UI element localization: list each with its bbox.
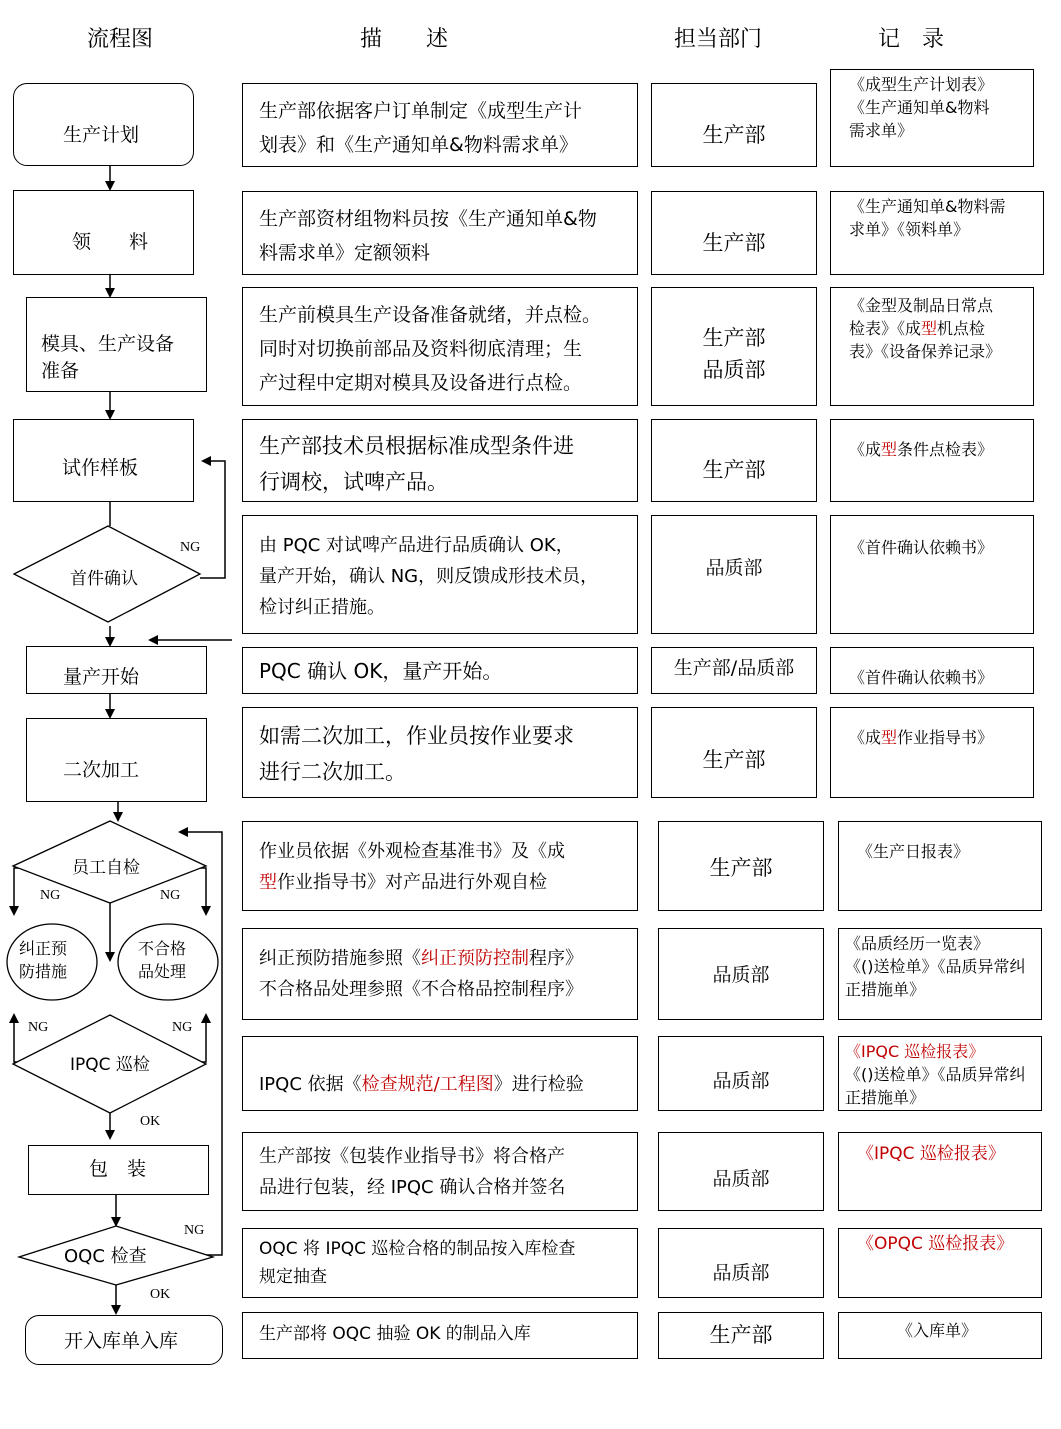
record-row-self-check (838, 821, 1042, 911)
dept-row-material (651, 191, 817, 275)
record-row-material (830, 191, 1044, 275)
material-label: 领 料 (72, 231, 149, 253)
record-line: 《成型条件点检表》 (849, 440, 994, 459)
highlight-text: 型 (881, 728, 898, 747)
desc-line: 生产部依据客户订单制定《成型生产计 (259, 100, 583, 122)
desc-line: 不合格品处理参照《不合格品控制程序》 (259, 979, 583, 1000)
highlight-text: 型 (259, 872, 277, 893)
record-line: 正措施单》 (845, 980, 926, 999)
desc-line: PQC 确认 OK，量产开始。 (259, 659, 503, 683)
record-line: 《入库单》 (897, 1321, 978, 1340)
desc-row-trial (242, 419, 638, 502)
desc-row-oqc (242, 1228, 638, 1298)
record-line: 《生产日报表》 (857, 842, 970, 861)
highlight-text: 纠正预防控制 (421, 948, 529, 969)
nonconforming-label-line2: 品处理 (138, 962, 187, 981)
desc-line: 如需二次加工，作业员按作业要求 (259, 724, 574, 748)
desc-line: 生产部将 OQC 抽验 OK 的制品入库 (259, 1324, 531, 1344)
dept-row-prep (651, 287, 817, 406)
node-secondary-processing (26, 718, 207, 802)
ng-label-ipqc-left: NG (28, 1020, 49, 1035)
first-check-label: 首件确认 (70, 569, 138, 589)
node-production-plan (13, 83, 194, 166)
loop-ng-first-check (200, 461, 225, 578)
desc-row-ipqc (242, 1036, 638, 1111)
record-row-oqc (838, 1228, 1042, 1298)
record-line: 《生产通知单&物料 (849, 98, 990, 117)
desc-line: 型作业指导书》对产品进行外观自检 (259, 872, 547, 893)
record-row-mass (830, 647, 1034, 694)
desc-row-stock-in (242, 1312, 638, 1359)
desc-row-secondary (242, 707, 638, 798)
ng-label-selfcheck-right: NG (160, 888, 181, 903)
dept-label: 生产部 (702, 123, 766, 147)
header-department: 担当部门 (674, 27, 763, 52)
production-plan-label: 生产计划 (63, 124, 140, 146)
dept-row-secondary (651, 707, 817, 798)
desc-line: 规定抽查 (259, 1267, 327, 1287)
desc-row-prep (242, 287, 638, 406)
record-line: 《IPQC 巡检报表》 (845, 1042, 985, 1061)
corrective-label-line1: 纠正预 (19, 939, 68, 958)
header-flowchart: 流程图 (87, 27, 154, 52)
record-line: 表》《设备保养记录》 (849, 342, 1002, 361)
dept-label: 品质部 (705, 557, 763, 579)
record-line: 《生产通知单&物料需 (849, 197, 1006, 216)
record-line: 《首件确认依赖书》 (849, 538, 994, 557)
desc-line: 生产部技术员根据标准成型条件进 (259, 434, 574, 458)
dept-label: 生产部/品质部 (673, 657, 795, 679)
record-line: 《成型作业指导书》 (849, 728, 994, 747)
ng-label-first-check: NG (180, 540, 201, 555)
desc-line: 由 PQC 对试啤产品进行品质确认 OK， (259, 535, 574, 556)
dept-row-plan (651, 83, 817, 167)
desc-row-plan (242, 83, 638, 167)
mold-prep-line1: 模具、生产设备 (41, 333, 175, 355)
desc-line: 纠正预防措施参照《纠正预防控制程序》 (259, 948, 583, 969)
record-line: 《金型及制品日常点 (849, 296, 994, 315)
ng-label-selfcheck-left: NG (40, 888, 61, 903)
dept-label: 品质部 (702, 358, 766, 382)
dept-label: 生产部 (702, 231, 766, 255)
record-row-trial (830, 419, 1034, 502)
ok-label-ipqc: OK (140, 1114, 161, 1129)
stock-in-label: 开入库单入库 (64, 1330, 179, 1352)
desc-line: 料需求单》定额领料 (259, 242, 431, 264)
highlight-text: 检查规范/工程图 (361, 1074, 494, 1095)
record-row-corrective (838, 928, 1042, 1020)
desc-row-material (242, 191, 638, 275)
secondary-processing-label: 二次加工 (63, 759, 140, 781)
desc-line: OQC 将 IPQC 巡检合格的制品按入库检查 (259, 1239, 576, 1259)
dept-row-oqc (658, 1228, 824, 1298)
record-line: 《IPQC 巡检报表》 (857, 1144, 1005, 1164)
desc-line: 同时对切换前部品及资料彻底清理；生 (259, 338, 583, 360)
record-line: 检表》《成型机点检 (849, 319, 986, 338)
desc-row-packaging (242, 1132, 638, 1211)
record-line: 需求单》 (849, 121, 914, 140)
dept-row-stock-in (658, 1312, 824, 1359)
desc-row-self-check (242, 821, 638, 911)
record-line: 《首件确认依赖书》 (849, 668, 994, 687)
desc-row-corrective (242, 928, 638, 1020)
desc-line: 生产部资材组物料员按《生产通知单&物 (259, 208, 597, 230)
dept-label: 品质部 (712, 1070, 770, 1092)
dept-row-mass (651, 647, 817, 694)
desc-line: 生产前模具生产设备准备就绪，并点检。 (259, 304, 602, 326)
highlight-text: 型 (881, 440, 898, 459)
dept-label: 品质部 (712, 1168, 770, 1190)
dept-label: 生产部 (702, 326, 766, 350)
dept-label: 品质部 (712, 964, 770, 986)
dept-row-packaging (658, 1132, 824, 1211)
desc-line: 检讨纠正措施。 (259, 597, 385, 618)
node-trial-sample (13, 419, 194, 502)
record-line: 《品质经历一览表》 (845, 934, 990, 953)
nonconforming-label-line1: 不合格 (138, 939, 187, 958)
highlight-text: 型 (921, 319, 938, 338)
desc-line: 行调校，试啤产品。 (259, 470, 448, 494)
record-row-ipqc (838, 1036, 1042, 1111)
dept-label: 生产部 (709, 1323, 773, 1347)
dept-row-trial (651, 419, 817, 502)
mass-production-label: 量产开始 (63, 666, 140, 688)
desc-line: 生产部按《包装作业指导书》将合格产 (259, 1146, 565, 1167)
dept-label: 生产部 (702, 748, 766, 772)
packaging-label: 包 装 (89, 1158, 147, 1180)
desc-line: 进行二次加工。 (259, 760, 406, 784)
node-mass-production (26, 646, 207, 694)
record-row-secondary (830, 707, 1034, 798)
corrective-label-line2: 防措施 (19, 962, 68, 981)
trial-sample-label: 试作样板 (62, 457, 139, 479)
desc-row-first-check (242, 515, 638, 634)
node-material (13, 190, 194, 275)
desc-line: 品进行包装，经 IPQC 确认合格并签名 (259, 1177, 566, 1198)
dept-row-ipqc (658, 1036, 824, 1111)
record-line: 求单》《领料单》 (849, 220, 970, 239)
desc-line: 划表》和《生产通知单&物料需求单》 (259, 134, 578, 156)
node-mold-prep (26, 297, 207, 392)
ng-label-ipqc-right: NG (172, 1020, 193, 1035)
node-packaging (28, 1145, 209, 1195)
ok-label-oqc: OK (150, 1287, 171, 1302)
desc-line: 量产开始，确认 NG，则反馈成形技术员， (259, 566, 599, 587)
ipqc-label: IPQC 巡检 (70, 1055, 150, 1075)
node-stock-in (25, 1315, 223, 1365)
record-row-first-check (830, 515, 1034, 634)
record-row-plan (830, 69, 1034, 167)
record-line: 正措施单》 (845, 1088, 926, 1107)
dept-label: 生产部 (709, 856, 773, 880)
header-record: 记 录 (878, 27, 945, 52)
record-row-prep (830, 287, 1034, 406)
record-row-stock-in (838, 1312, 1042, 1359)
header-description: 描 述 (360, 27, 449, 52)
desc-line: 产过程中定期对模具及设备进行点检。 (259, 372, 583, 394)
record-line: 《成型生产计划表》 (849, 75, 994, 94)
dept-row-self-check (658, 821, 824, 911)
oqc-label: OQC 检查 (64, 1246, 147, 1267)
record-line: 《()送检单》《品质异常纠 (845, 1065, 1026, 1084)
record-row-packaging (838, 1132, 1042, 1211)
desc-row-mass (242, 647, 638, 694)
desc-line: IPQC 依据《检查规范/工程图》进行检验 (259, 1074, 584, 1095)
ng-label-oqc: NG (184, 1223, 205, 1238)
mold-prep-line2: 准备 (41, 360, 80, 382)
dept-label: 品质部 (712, 1262, 770, 1284)
record-line: 《()送检单》《品质异常纠 (845, 957, 1026, 976)
self-check-label: 员工自检 (72, 858, 140, 878)
desc-line: 作业员依据《外观检查基准书》及《成 (259, 841, 565, 862)
dept-row-first-check (651, 515, 817, 634)
dept-label: 生产部 (702, 458, 766, 482)
record-line: 《OPQC 巡检报表》 (857, 1234, 1014, 1254)
dept-row-corrective (658, 928, 824, 1020)
